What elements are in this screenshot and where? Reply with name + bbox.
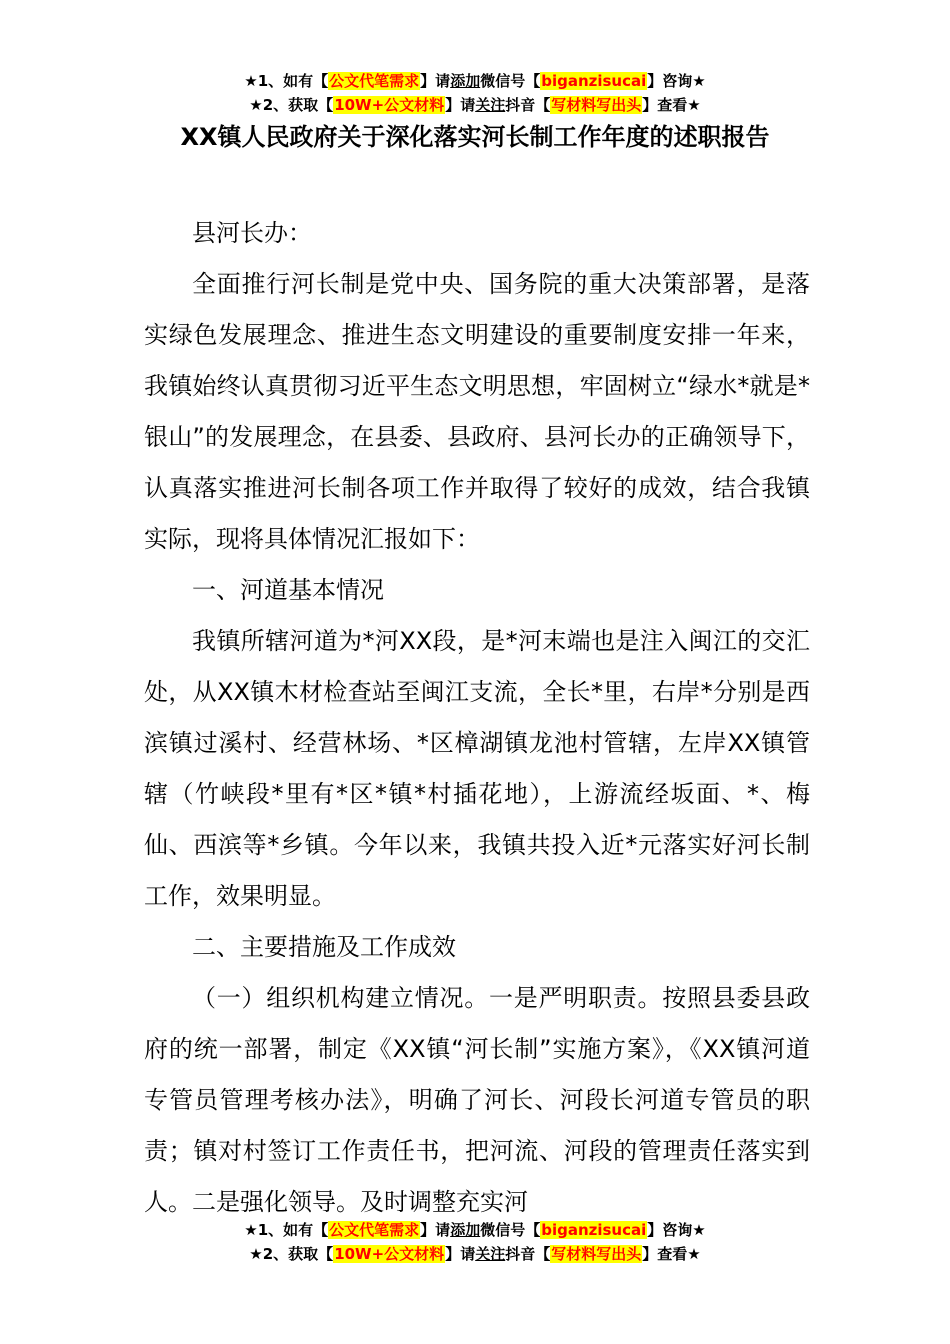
footer-ad-line-1 (0, 1219, 950, 1241)
ad-highlight-materials: 10W+公文材料 (334, 1245, 445, 1263)
ad-highlight-wechat-id: biganzisucai (541, 1221, 647, 1239)
ad-text: 】请 (445, 96, 476, 114)
header-ad-line-2 (0, 94, 950, 116)
ad-text: 】咨询★ (647, 1221, 706, 1239)
ad-text: 】查看★ (642, 96, 701, 114)
ad-text: 】请 (445, 1245, 476, 1263)
ad-text: ★1、如有【 (244, 72, 329, 90)
ad-underline-follow: 关注 (475, 96, 506, 114)
ad-text: 抖音【 (505, 1245, 551, 1263)
ad-text: 】请 (420, 72, 451, 90)
section-heading: 一、河道基本情况 (192, 576, 384, 604)
ad-text: 】咨询★ (647, 72, 706, 90)
ad-underline-follow: 关注 (475, 1245, 506, 1263)
ad-text: 微信号【 (480, 72, 541, 90)
ad-highlight-service: 公文代笔需求 (329, 1221, 420, 1239)
section-heading: 二、主要措施及工作成效 (192, 933, 456, 961)
ad-highlight-douyin: 写材料写出头 (551, 96, 642, 114)
salutation: 县河长办： (192, 219, 312, 247)
header-ad-line-1 (0, 70, 950, 92)
body-paragraph: 全面推行河长制是党中央、国务院的重大决策部署，是落实绿色发展理念、推进生态文明建设的重要制度安排一年来，我镇始终认真贯彻习近平生态文明思想，牢固树立“绿水*就是*银山”的发展理念，在县委、县政府、县河长办的正确领导下，认真落实推进河长制各项工作并取得了较好的成效，结合我镇实际，现将具体情况汇报如下： (144, 270, 810, 553)
ad-text: 微信号【 (480, 1221, 541, 1239)
ad-highlight-wechat-id: biganzisucai (541, 72, 647, 90)
ad-highlight-douyin: 写材料写出头 (551, 1245, 642, 1263)
ad-text: ★1、如有【 (244, 1221, 329, 1239)
body-paragraph: （一）组织机构建立情况。一是严明职责。按照县委县政府的统一部署，制定《XX镇“河长制”实施方案》，《XX镇河道专管员管理考核办法》，明确了河长、河段长河道专管员的职责；镇对村签订工作责任书，把河流、河段的管理责任落实到人。二是强化领导。及时调整充实河 (144, 984, 810, 1216)
body-paragraph: 我镇所辖河道为*河XX段，是*河末端也是注入闽江的交汇处，从XX镇木材检查站至闽江支流，全长*里，右岸*分别是西滨镇过溪村、经营林场、*区樟湖镇龙池村管辖，左岸XX镇管辖（竹峡段*里有*区*镇*村插花地），上游流经坂面、*、梅仙、西滨等*乡镇。今年以来，我镇共投入近*元落实好河长制工作，效果明显。 (144, 627, 810, 910)
ad-text: 抖音【 (505, 96, 551, 114)
document-title: XX镇人民政府关于深化落实河长制工作年度的述职报告 (180, 123, 770, 151)
ad-text: 】查看★ (642, 1245, 701, 1263)
footer-ad-line-2 (0, 1243, 950, 1265)
ad-text: ★2、获取【 (249, 96, 334, 114)
ad-text: 】请 (420, 1221, 451, 1239)
ad-underline-add: 添加 (450, 72, 481, 90)
ad-highlight-service: 公文代笔需求 (329, 72, 420, 90)
ad-text: ★2、获取【 (249, 1245, 334, 1263)
ad-highlight-materials: 10W+公文材料 (334, 96, 445, 114)
document-body (144, 208, 810, 1228)
ad-underline-add: 添加 (450, 1221, 481, 1239)
